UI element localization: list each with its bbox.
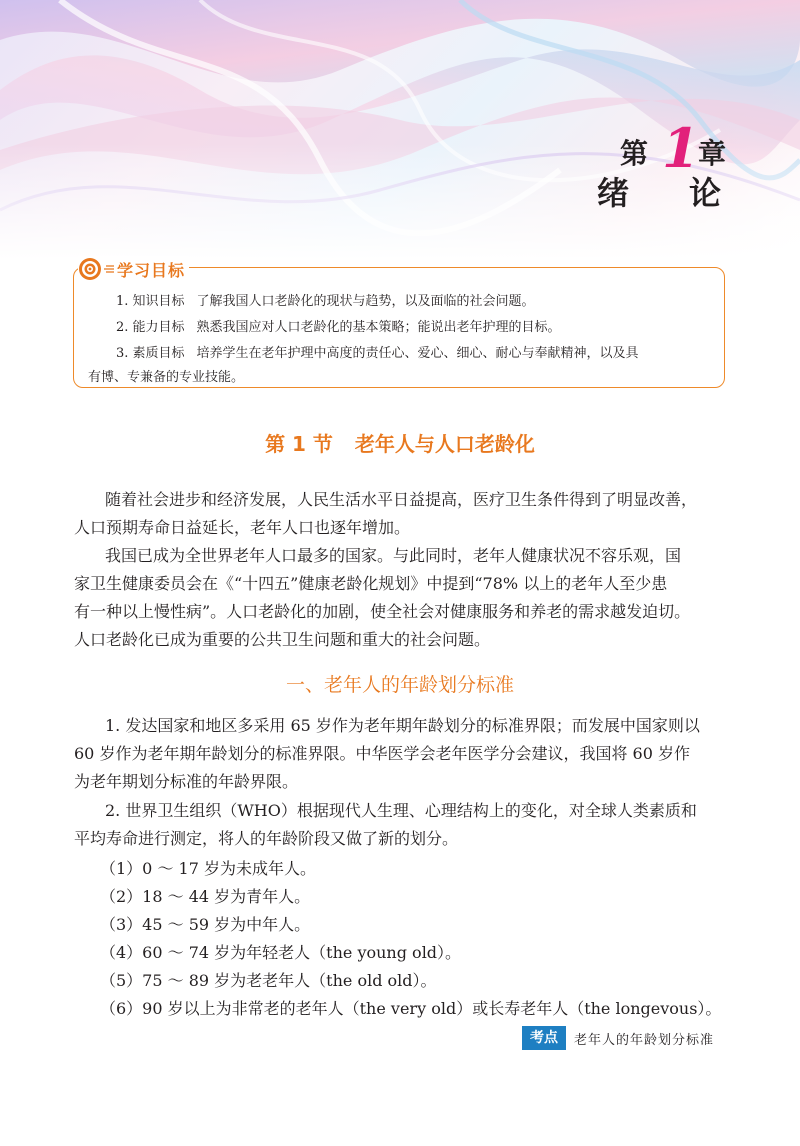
target-icon [78, 257, 102, 281]
intro-line: 家卫生健康委员会在《“十四五”健康老龄化规划》中提到“78% 以上的老年人至少患 [74, 574, 668, 593]
arrow-icon [102, 264, 114, 274]
body-line: 1. 发达国家和地区多采用 65 岁作为老年期年龄划分的标准界限；而发展中国家则以 [105, 716, 700, 735]
age-range-item: （4）60 ～ 74 岁为年轻老人（the young old）。 [100, 943, 462, 962]
learning-objectives-header [78, 256, 189, 282]
objective-item [116, 290, 535, 309]
intro-line: 人口预期寿命日益延长，老年人口也逐年增加。 [74, 518, 411, 537]
body-line: 60 岁作为老年期年龄划分的标准界限。中华医学会老年医学分会建议，我国将 60 岁作 [74, 744, 690, 763]
objective-text: 培养学生在老年护理中高度的责任心、爱心、细心、耐心与奉献精神，以及具 [196, 346, 639, 361]
objective-item-continuation: 有博、专兼备的专业技能。 [88, 370, 245, 385]
section-number: 第 1 节 [265, 432, 333, 456]
chapter-banner [0, 0, 800, 260]
objective-item [116, 316, 561, 335]
age-range-item: （3）45 ～ 59 岁为中年人。 [100, 915, 311, 934]
chapter-suffix: 章 [698, 137, 727, 170]
chapter-title-char-2: 论 [689, 174, 722, 212]
body-line: 为老年期划分标准的年龄界限。 [74, 772, 299, 791]
body-line: 2. 世界卫生组织（WHO）根据现代人生理、心理结构上的变化，对全球人类素质和 [105, 801, 697, 820]
key-point [522, 1026, 714, 1050]
intro-line: 我国已成为全世界老年人口最多的国家。与此同时，老年人健康状况不容乐观，国 [105, 546, 682, 565]
section-title [0, 428, 800, 457]
learning-objectives-title: 学习目标 [117, 260, 186, 280]
age-range-item: （2）18 ～ 44 岁为青年人。 [100, 887, 311, 906]
key-point-text: 老年人的年龄划分标准 [574, 1032, 715, 1048]
objective-text: 了解我国人口老龄化的现状与趋势，以及面临的社会问题。 [196, 294, 535, 309]
age-range-item: （6）90 岁以上为非常老的老年人（the very old）或长寿老年人（the longevous）。 [100, 999, 722, 1018]
chapter-label [618, 116, 730, 180]
chapter-title-char-1: 绪 [597, 174, 630, 212]
age-range-item: （5）75 ～ 89 岁为老老年人（the old old）。 [100, 971, 437, 990]
body-line: 平均寿命进行测定，将人的年龄阶段又做了新的划分。 [74, 829, 459, 848]
section-name: 老年人与人口老龄化 [354, 432, 535, 456]
intro-line: 人口老龄化已成为重要的公共卫生问题和重大的社会问题。 [74, 630, 491, 649]
objective-item [116, 342, 639, 361]
age-range-item: （1）0 ～ 17 岁为未成年人。 [100, 859, 316, 878]
chapter-number: 1 [662, 116, 700, 180]
intro-line: 随着社会进步和经济发展，人民生活水平日益提高，医疗卫生条件得到了明显改善， [105, 490, 698, 509]
objective-key: 1. 知识目标 [116, 294, 185, 309]
objective-key: 2. 能力目标 [116, 320, 185, 335]
objective-key: 3. 素质目标 [116, 346, 185, 361]
objective-text: 熟悉我国应对人口老龄化的基本策略；能说出老年护理的目标。 [196, 320, 561, 335]
intro-line: 有一种以上慢性病”。人口老龄化的加剧，使全社会对健康服务和养老的需求越发迫切。 [74, 602, 691, 621]
chapter-prefix: 第 [620, 137, 649, 170]
key-point-badge: 考点 [522, 1026, 566, 1050]
subsection-title: 一、老年人的年龄划分标准 [285, 674, 514, 696]
